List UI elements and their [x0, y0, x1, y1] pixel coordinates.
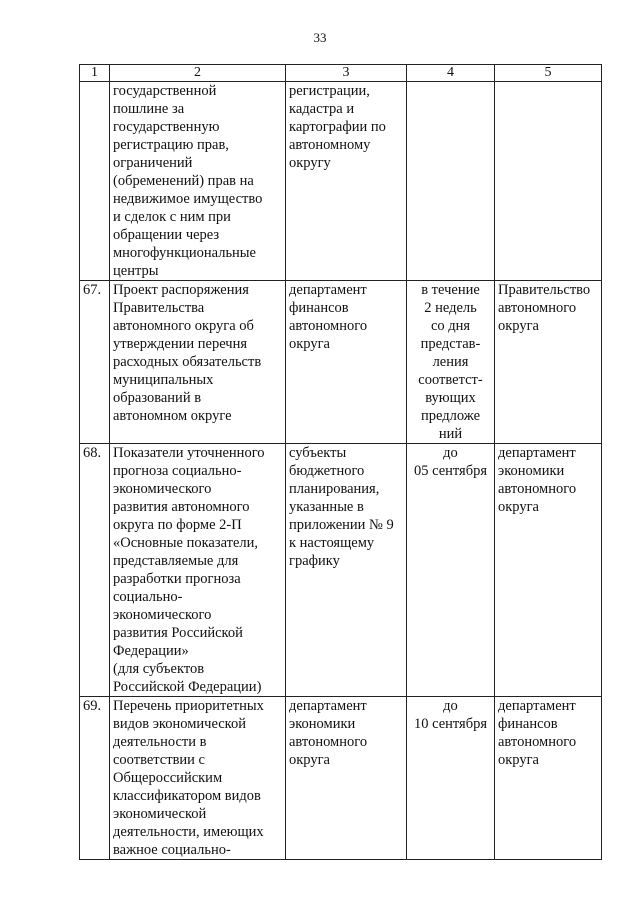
cell-text-line: ограничений: [113, 155, 193, 171]
cell-text-line: экономики: [498, 463, 565, 479]
cell-deadline: [407, 281, 495, 444]
cell-text-line: округу: [289, 155, 331, 171]
cell-text-line: Перечень приоритетных: [113, 698, 264, 714]
cell-text-line: финансов: [498, 716, 558, 732]
cell-text-line: соответствии с: [113, 752, 205, 768]
cell-text-line: предложе: [420, 408, 481, 424]
cell-deadline: [407, 82, 495, 281]
cell-text-line: округа: [498, 499, 539, 515]
column-header: 4: [407, 65, 495, 82]
cell-text-line: планирования,: [289, 481, 380, 497]
page-number: 33: [313, 30, 327, 45]
cell-text-line: автономном округе: [113, 408, 232, 424]
cell-text-line: автономного: [498, 734, 577, 750]
cell-text-line: представ-: [420, 336, 481, 352]
column-header: 3: [286, 65, 407, 82]
cell-text-line: вующих: [425, 390, 476, 406]
cell-text-line: экономического: [113, 481, 212, 497]
cell-text-line: Правительство: [498, 282, 591, 298]
cell-text-line: «Основные показатели,: [113, 535, 259, 551]
cell-text-line: разработки прогноза: [113, 571, 241, 587]
cell-text-line: автономного округа об: [113, 318, 254, 334]
cell-recipient: [495, 281, 602, 444]
cell-text-line: пошлине за: [113, 101, 185, 117]
cell-text-line: 2 недель: [424, 300, 477, 316]
cell-text-line: округа: [498, 318, 539, 334]
cell-text-line: субъекты: [289, 445, 347, 461]
cell-text-line: представляемые для: [113, 553, 239, 569]
cell-text-line: классификатором видов: [113, 788, 261, 804]
cell-text-line: со дня: [430, 318, 471, 334]
cell-text-line: развития автономного: [113, 499, 250, 515]
column-header: 5: [495, 65, 602, 82]
cell-text-line: департамент: [289, 698, 367, 714]
cell-text-line: многофункциональные: [113, 245, 256, 261]
row-number: [80, 82, 110, 281]
cell-text-line: Федерации»: [113, 643, 189, 659]
cell-text-line: департамент: [498, 698, 576, 714]
cell-text-line: экономического: [113, 607, 212, 623]
cell-text-line: важное социально-: [113, 842, 231, 858]
cell-text-line: указанные в: [289, 499, 364, 515]
schedule-table: [79, 64, 602, 860]
cell-responsible: [286, 281, 407, 444]
cell-text-line: экономической: [113, 806, 207, 822]
cell-text-line: регистрацию прав,: [113, 137, 229, 153]
cell-text-line: автономному: [289, 137, 371, 153]
cell-text-line: до: [443, 698, 458, 714]
cell-text-line: регистрации,: [289, 83, 370, 99]
cell-text-line: в течение: [421, 282, 480, 298]
cell-text-line: утверждении перечня: [113, 336, 248, 352]
cell-text-line: департамент: [498, 445, 576, 461]
cell-text-line: (для субъектов: [113, 661, 205, 677]
cell-deadline: [407, 697, 495, 860]
cell-text-line: округа: [498, 752, 539, 768]
cell-text-line: графику: [289, 553, 340, 569]
cell-text-line: Показатели уточненного: [113, 445, 265, 461]
cell-text-line: округа: [289, 336, 330, 352]
cell-text-line: Правительства: [113, 300, 205, 316]
cell-text-line: Проект распоряжения: [113, 282, 249, 298]
cell-description: [110, 82, 286, 281]
cell-text-line: прогноза социально-: [113, 463, 242, 479]
cell-responsible: [286, 697, 407, 860]
table-body: [80, 82, 602, 860]
cell-text-line: обращении через: [113, 227, 220, 243]
table-row: [80, 697, 602, 860]
cell-text-line: автономного: [498, 300, 577, 316]
row-number: 67.: [80, 281, 110, 444]
cell-text-line: расходных обязательств: [113, 354, 262, 370]
cell-text-line: социально-: [113, 589, 183, 605]
cell-text-line: Российской Федерации): [113, 679, 262, 695]
row-number: 68.: [80, 444, 110, 697]
cell-text-line: округа: [289, 752, 330, 768]
cell-description: [110, 444, 286, 697]
cell-text-line: деятельности в: [113, 734, 207, 750]
cell-text-line: 10 сентября: [413, 716, 488, 732]
cell-text-line: ний: [438, 426, 463, 442]
cell-deadline: [407, 444, 495, 697]
cell-responsible: [286, 444, 407, 697]
cell-text-line: приложении № 9: [289, 517, 394, 533]
cell-text-line: (обременений) прав на: [113, 173, 254, 189]
header-row: [80, 65, 602, 82]
cell-text-line: ления: [432, 354, 469, 370]
cell-text-line: до: [443, 445, 458, 461]
cell-text-line: финансов: [289, 300, 349, 316]
cell-text-line: Общероссийским: [113, 770, 223, 786]
cell-text-line: автономного: [498, 481, 577, 497]
cell-text-line: к настоящему: [289, 535, 375, 551]
cell-description: [110, 697, 286, 860]
cell-text-line: государственную: [113, 119, 220, 135]
cell-text-line: недвижимое имущество: [113, 191, 263, 207]
cell-text-line: соответст-: [418, 372, 483, 388]
cell-text-line: автономного: [289, 734, 368, 750]
table-row: [80, 281, 602, 444]
cell-text-line: государственной: [113, 83, 217, 99]
cell-text-line: развития Российской: [113, 625, 243, 641]
cell-text-line: округа по форме 2-П: [113, 517, 242, 533]
cell-text-line: бюджетного: [289, 463, 365, 479]
cell-recipient: [495, 444, 602, 697]
cell-text-line: департамент: [289, 282, 367, 298]
cell-text-line: и сделок с ним при: [113, 209, 231, 225]
cell-text-line: картографии по: [289, 119, 386, 135]
cell-text-line: экономики: [289, 716, 356, 732]
cell-text-line: видов экономической: [113, 716, 246, 732]
column-header: 1: [80, 65, 110, 82]
cell-text-line: образований в: [113, 390, 202, 406]
cell-recipient: [495, 82, 602, 281]
cell-text-line: центры: [113, 263, 159, 279]
cell-text-line: 05 сентября: [413, 463, 488, 479]
table-row: [80, 82, 602, 281]
column-header: 2: [110, 65, 286, 82]
cell-text-line: деятельности, имеющих: [113, 824, 264, 840]
row-number: 69.: [80, 697, 110, 860]
cell-text-line: автономного: [289, 318, 368, 334]
cell-recipient: [495, 697, 602, 860]
table-row: [80, 444, 602, 697]
cell-text-line: кадастра и: [289, 101, 355, 117]
cell-description: [110, 281, 286, 444]
cell-text-line: муниципальных: [113, 372, 214, 388]
cell-responsible: [286, 82, 407, 281]
